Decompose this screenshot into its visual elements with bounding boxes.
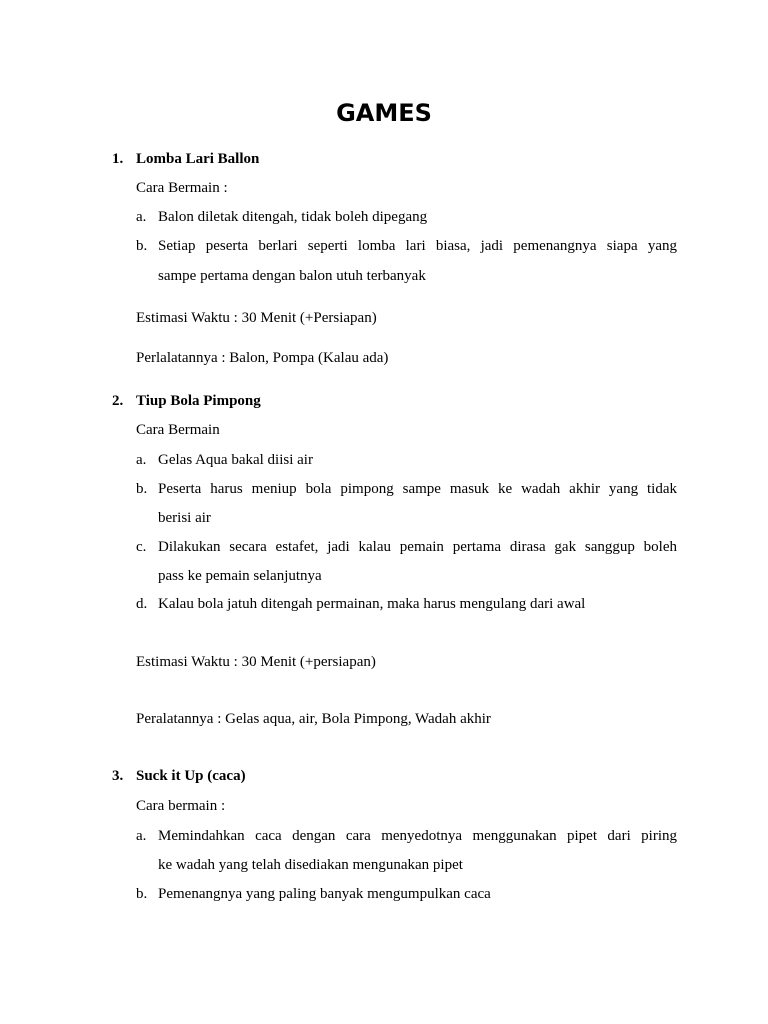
how-to-label: Cara Bermain : [136, 180, 228, 196]
page-title: GAMES [336, 99, 432, 127]
list-text-continued: berisi air [158, 510, 211, 526]
how-to-label: Cara Bermain [136, 422, 220, 438]
list-text: Pemenangnya yang paling banyak mengumpulkan caca [158, 886, 491, 902]
list-text: Setiap peserta berlari seperti lomba lari biasa, jadi pemenangnya siapa yang [158, 238, 677, 254]
list-text: Balon diletak ditengah, tidak boleh dipegang [158, 209, 428, 225]
game-name: Suck it Up (caca) [136, 768, 246, 784]
list-letter: a. [136, 452, 147, 468]
list-letter: d. [136, 596, 148, 612]
list-text: Peserta harus meniup bola pimpong sampe masuk ke wadah akhir yang tidak [158, 481, 677, 497]
equipment: Perlalatannya : Balon, Pompa (Kalau ada) [136, 350, 389, 366]
list-text-continued: pass ke pemain selanjutnya [158, 568, 322, 584]
game-name: Lomba Lari Ballon [136, 151, 260, 167]
time-estimate: Estimasi Waktu : 30 Menit (+persiapan) [136, 654, 376, 670]
list-letter: c. [136, 539, 147, 555]
list-letter: b. [136, 886, 148, 902]
how-to-label: Cara bermain : [136, 798, 226, 814]
equipment: Peralatannya : Gelas aqua, air, Bola Pimpong, Wadah akhir [136, 711, 491, 727]
list-text: Gelas Aqua bakal diisi air [158, 452, 313, 468]
list-text-continued: sampe pertama dengan balon utuh terbanyak [158, 268, 426, 284]
game-number: 2. [112, 393, 124, 409]
list-text: Dilakukan secara estafet, jadi kalau pemain pertama dirasa gak sanggup boleh [158, 539, 677, 555]
list-text: Memindahkan caca dengan cara menyedotnya menggunakan pipet dari piring [158, 828, 677, 844]
list-letter: b. [136, 481, 148, 497]
game-number: 1. [112, 151, 124, 167]
list-text: Kalau bola jatuh ditengah permainan, maka harus mengulang dari awal [158, 596, 586, 612]
list-letter: a. [136, 209, 147, 225]
list-letter: a. [136, 828, 147, 844]
time-estimate: Estimasi Waktu : 30 Menit (+Persiapan) [136, 310, 377, 326]
list-text-continued: ke wadah yang telah disediakan mengunakan pipet [158, 857, 463, 873]
list-letter: b. [136, 238, 148, 254]
game-number: 3. [112, 768, 124, 784]
game-name: Tiup Bola Pimpong [136, 393, 261, 409]
